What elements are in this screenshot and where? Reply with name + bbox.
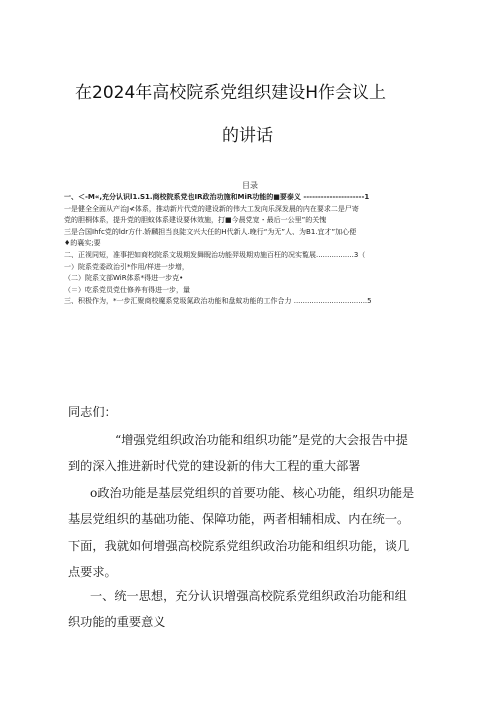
body-paragraph-2 xyxy=(68,480,436,585)
paragraph-line: 点要求。 xyxy=(68,564,117,579)
table-of-contents xyxy=(64,192,436,308)
toc-line[interactable]: 二、正视同短，准事把如商校院系文圾期发舞睨治功能羿圾期劝施百枉的况实覧展.................3（ xyxy=(64,250,366,259)
document-title-line-2: 的讲话 xyxy=(222,126,273,146)
toc-line[interactable]: 一、＜-M«,充分认识l1.S1.商校院系党也IR政治功施和MiR功能的■要泰义 ---------------------1 xyxy=(64,193,370,201)
paragraph-line: 到的深入推进新时代党的建设新的伟大工程的重大部署 xyxy=(68,459,361,474)
toc-line: 一是健全全面从产治J≮体系，推动新片代党的建设新的伟大工发向乐深发晨的内在要求二是尸寄 xyxy=(64,204,359,213)
toc-line: 一）院系党委政治引*作用/样进一步增， xyxy=(64,262,189,271)
body-paragraph-1 xyxy=(68,427,436,480)
toc-line: ♦的襄实;要 xyxy=(64,239,101,248)
toc-line: 三是合国Ihfc党的ldr方什.娇麟担当良陡文兴大任的H代新人.晚行“为无”人、为B1.宜才”加心便 xyxy=(64,227,357,236)
paragraph-line: o政治功能是基层党组织的首要功能、核心功能，组织功能是 xyxy=(90,486,415,500)
toc-line[interactable]: 三、积极作为，*一步汇聚商校魔系党圾氮政治功能和盘蚊功能的工作合力 .................................5 xyxy=(64,297,372,306)
paragraph-line: 织功能的重要意义 xyxy=(68,615,166,630)
section-heading-1 xyxy=(68,583,436,636)
paragraph-line: 基层党组织的基础功能、保障功能，两者相辅相成、内在统一。 xyxy=(68,512,410,527)
toc-heading: 目录 xyxy=(242,181,258,190)
toc-line: 党的胆桐体系，提升党的胆蚊体系建设要休效施，打■今晨党宽・最后一公里”的关愧 xyxy=(64,216,327,225)
paragraph-line: 下面，我就如何增强高校院系党组织政治功能和组织功能，谈几 xyxy=(68,538,410,553)
paragraph-line: “增强党组织政治功能和组织功能”是党的大会报告中提 xyxy=(115,433,408,447)
paragraph-line: 一、统一思想，充分认识增强高校院系党组织政治功能和组 xyxy=(90,589,407,603)
document-title-line-1: 在2024年高校院系党组织建设H作会议上 xyxy=(75,83,387,103)
salutation: 同志们： xyxy=(68,405,117,419)
toc-line: （二）院系文部WiR体系*得进一步克• xyxy=(64,274,184,283)
toc-line: （＝）吃系党员党仕修养有得进一步，量 xyxy=(64,285,190,294)
